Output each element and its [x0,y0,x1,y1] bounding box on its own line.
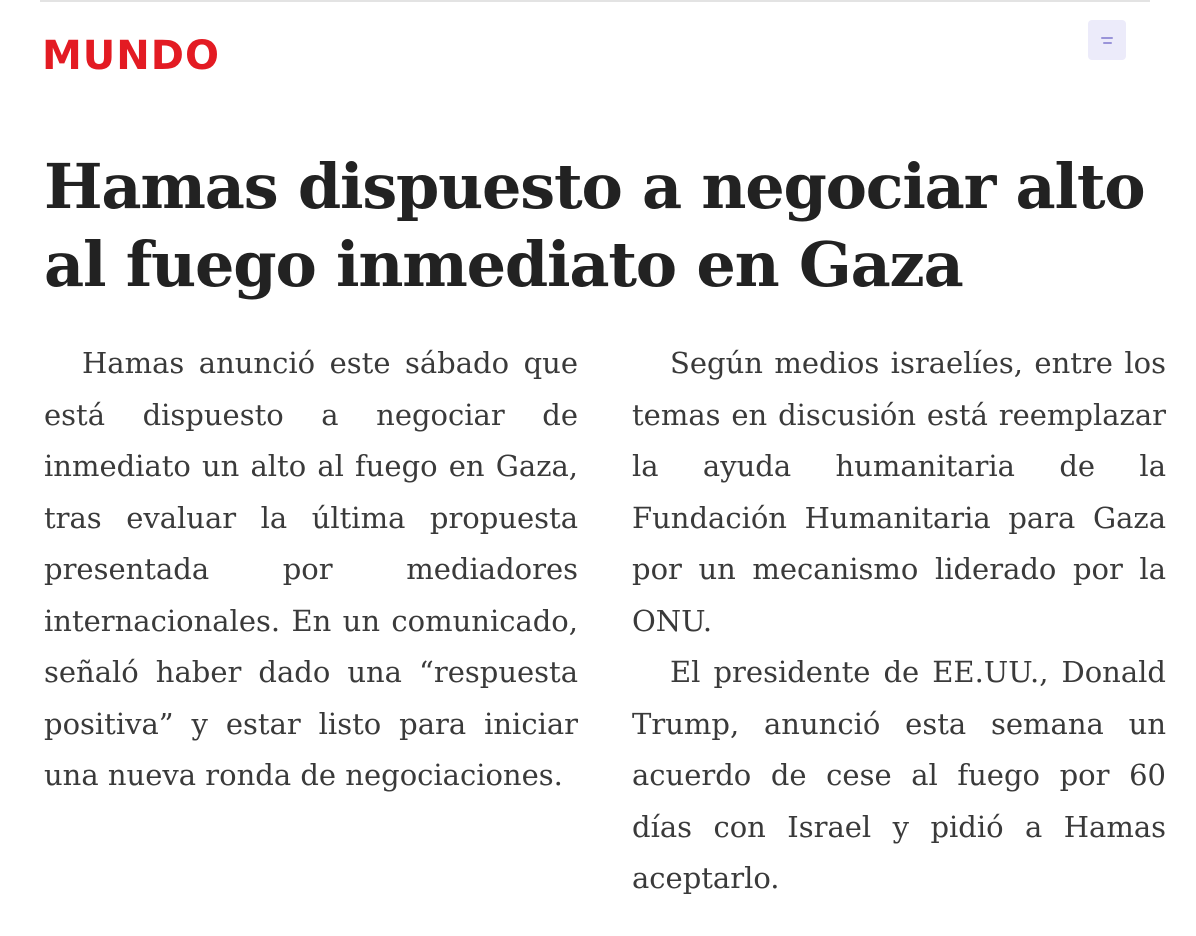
headline: Hamas dispuesto a negociar alto al fuego inmediato en Gaza [44,150,1145,301]
article-paragraph: Según medios israelíes, entre los temas en discusión está reemplazar la ayuda humanitaria de la Fundación Humanitaria para Gaza por un mecanismo liderado por la ONU. [632,346,1166,638]
top-divider [40,0,1150,2]
text-lines-icon [1101,37,1113,39]
article-paragraph: Hamas anunció este sábado que está dispuesto a negociar de inmediato un alto al fuego en Gaza, tras evaluar la última propuesta presentada por mediadores internacionales. En un comunicado, señaló haber dado una “respuesta positiva” y estar listo para iniciar una nueva ronda de negociaciones. [44,346,578,792]
article-column-left [44,338,578,802]
section-label: MUNDO [42,33,220,79]
article-column-right [632,338,1166,905]
article-paragraph: El presidente de EE.UU., Donald Trump, anunció esta semana un acuerdo de cese al fuego por 60 días con Israel y pidió a Hamas aceptarlo. [632,655,1166,895]
text-menu-button[interactable] [1088,20,1126,60]
text-lines-icon-bar [1103,42,1112,44]
